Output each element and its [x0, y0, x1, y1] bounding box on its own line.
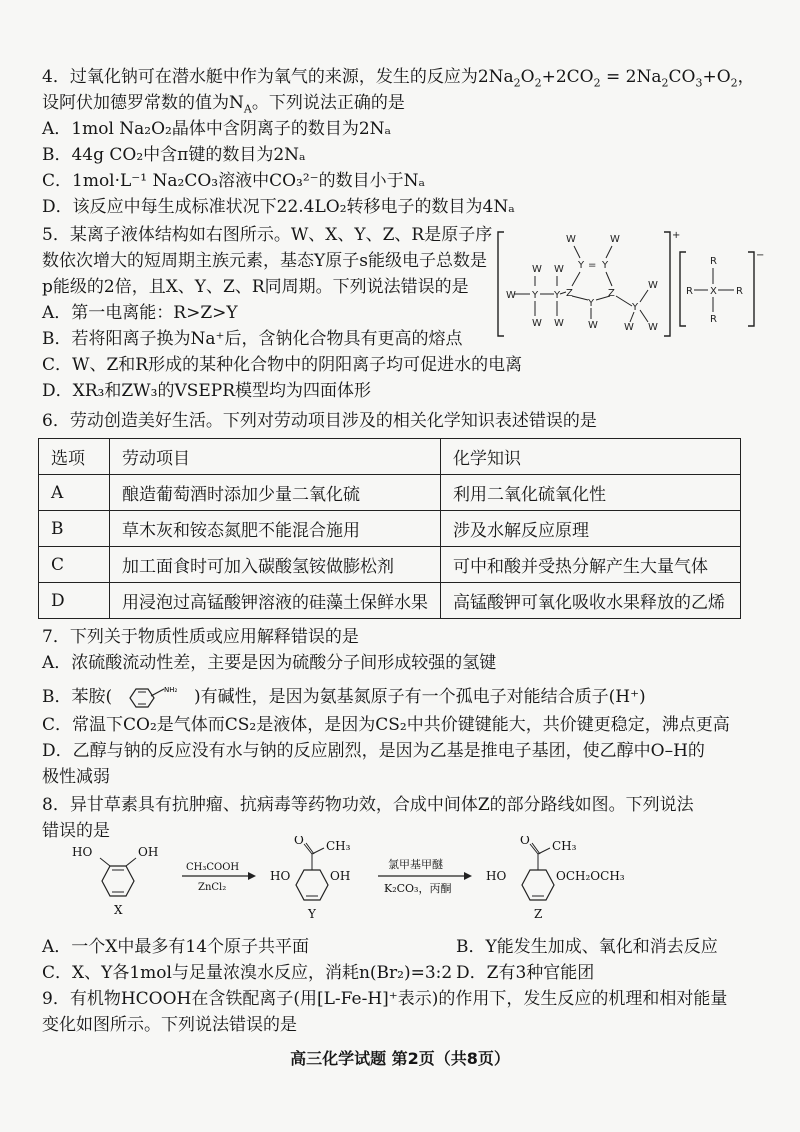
aniline-nh2-label: NH₂ [164, 686, 178, 694]
compound-z [486, 836, 625, 921]
q7-option-d-line1: D．乙醇与钠的反应没有水与钠的反应剧烈，是因为乙基是推电子基团，使乙醇中O–H的 [42, 741, 705, 761]
y-oh-label: OH [330, 869, 351, 883]
table-cell: 加工面食时可加入碳酸氢铵做膨松剂 [110, 547, 441, 583]
atom-y: Y [554, 290, 561, 301]
q8-option-b: B．Y能发生加成、氧化和消去反应 [456, 937, 718, 957]
q4-stem-text: 设阿伏加德罗常数的值为N [42, 93, 244, 113]
table-header-cell: 选项 [39, 439, 110, 475]
atom-w: W [566, 234, 576, 245]
atom-w: W [532, 264, 542, 275]
q5-stem-line3: p能级的2倍，且X、Y、Z、R同周期。下列说法错误的是 [42, 277, 469, 297]
q7-option-c: C．常温下CO₂是气体而CS₂是液体，是因为CS₂中共价键键能大，共价键更稳定，沸点更高 [42, 715, 730, 735]
atom-x: X [710, 286, 717, 297]
q7-option-b-post: )有碱性，是因为氨基氮原子有一个孤电子对能结合质子(H⁺) [194, 687, 646, 707]
q4-stem-text: 4．过氧化钠可在潜水艇中作为氧气的来源，发生的反应为2Na [42, 67, 514, 87]
q8-option-c: C．X、Y各1mol与足量浓溴水反应，消耗n(Br₂)=3:2 [42, 963, 453, 983]
compound-x [72, 845, 158, 917]
atom-r: R [736, 286, 743, 297]
q4-option-a: A．1mol Na₂O₂晶体中含阴离子的数目为2Nₐ [42, 119, 392, 139]
table-cell: D [39, 583, 110, 619]
cation-charge: + [672, 230, 681, 241]
table-cell: C [39, 547, 110, 583]
x-oh-label: OH [138, 845, 159, 859]
q6-stem: 6．劳动创造美好生活。下列对劳动项目涉及的相关化学知识表述错误的是 [42, 411, 597, 431]
table-header-row [39, 439, 741, 475]
atom-y: Y [578, 260, 585, 271]
y-compound-label: Y [308, 907, 316, 921]
q8-stem-line1: 8．异甘草素具有抗肿瘤、抗病毒等药物功效，合成中间体Z的部分路线如图。下列说法 [42, 795, 694, 815]
table-header-cell: 劳动项目 [110, 439, 441, 475]
atom-w: W [648, 280, 658, 291]
table-cell: A [39, 475, 110, 511]
z-ether-label: OCH₂OCH₃ [556, 869, 625, 883]
q4-stem-line2 [42, 92, 405, 114]
table-row [39, 583, 741, 619]
q9-stem-line1: 9．有机物HCOOH在含铁配离子(用[L-Fe-H]⁺表示)的作用下，发生反应的机理和相对能量 [42, 989, 728, 1009]
step2-reagent: 氯甲基甲醚 [388, 858, 443, 871]
q4-stem-text: 。下列说法正确的是 [251, 93, 405, 113]
atom-z: Z [566, 288, 573, 299]
atom-w: W [648, 322, 658, 333]
atom-w: W [532, 318, 542, 329]
q8-reaction-scheme [58, 836, 748, 936]
table-cell: 用浸泡过高锰酸钾溶液的硅藻土保鲜水果 [110, 583, 441, 619]
atom-y: Y [632, 302, 639, 313]
table-cell: 草木灰和铵态氮肥不能混合施用 [110, 511, 441, 547]
atom-y: Y [532, 290, 539, 301]
table-row [39, 475, 741, 511]
q4-option-d: D．该反应中每生成标准状况下22.4LO₂转移电子的数目为4Nₐ [42, 197, 515, 217]
aniline-structure-icon [122, 685, 192, 711]
q4-stem-sub: A [243, 102, 252, 116]
q4-stem-text: +O [702, 67, 731, 87]
x-ho-label: HO [72, 845, 93, 859]
y-ch3-label: CH₃ [326, 839, 351, 853]
q7-stem: 7．下列关于物质性质或应用解释错误的是 [42, 627, 359, 647]
atom-z: Z [608, 288, 615, 299]
double-bond-sign: = [588, 260, 597, 271]
q4-stem-text: +2CO [541, 67, 594, 87]
atom-w: W [610, 234, 620, 245]
q5-option-a: A．第一电离能：R>Z>Y [42, 303, 238, 323]
ionic-liquid-structure-figure [496, 226, 766, 344]
y-o-label: O [294, 836, 304, 847]
q7-option-d-line2: 极性减弱 [42, 767, 110, 787]
reaction-arrow-2 [378, 857, 472, 895]
table-row [39, 547, 741, 583]
table-cell: 利用二氧化硫氧化性 [441, 475, 741, 511]
q4-stem-line1: 4．过氧化钠可在潜水艇中作为氧气的来源，发生的反应为$2Na_2O_2+2CO_2 = 2Na_2CO_3+O_2$， [42, 67, 755, 90]
table-header-cell: 化学知识 [441, 439, 741, 475]
q5-stem-line1: 5．某离子液体结构如右图所示。W、X、Y、Z、R是原子序 [42, 225, 493, 245]
z-ch3-label: CH₃ [552, 839, 577, 853]
atom-w: W [506, 290, 516, 301]
atom-w: W [554, 264, 564, 275]
table-cell: 高锰酸钾可氧化吸收水果释放的乙烯 [441, 583, 741, 619]
table-cell: 可中和酸并受热分解产生大量气体 [441, 547, 741, 583]
q4-stem-text: = 2Na [600, 67, 662, 87]
page-footer: 高三化学试题 第2页（共8页） [290, 1049, 510, 1068]
reaction-arrow-1 [182, 862, 256, 893]
q8-option-d: D．Z有3种官能团 [456, 963, 595, 983]
atom-w: W [624, 322, 634, 333]
step1-reagent: CH₃COOH [186, 862, 240, 873]
atom-y: Y [588, 298, 595, 309]
step2-conditions: K₂CO₃，丙酮 [384, 882, 452, 895]
atom-w: W [588, 320, 598, 331]
table-cell: B [39, 511, 110, 547]
atom-r: R [686, 286, 693, 297]
q4-stem-text: ， [737, 67, 755, 87]
q4-stem-text: O [520, 67, 535, 87]
q9-stem-line2: 变化如图所示。下列说法错误的是 [42, 1015, 297, 1035]
q7-option-a: A．浓硫酸流动性差，主要是因为硫酸分子间形成较强的氢键 [42, 653, 497, 673]
q8-option-a: A．一个X中最多有14个原子共平面 [42, 937, 310, 957]
table-cell: 涉及水解反应原理 [441, 511, 741, 547]
table-row [39, 511, 741, 547]
atom-w: W [554, 318, 564, 329]
q5-option-c: C．W、Z和R形成的某种化合物中的阴阳离子均可促进水的电离 [42, 355, 523, 375]
q4-option-b: B．44g CO₂中含π键的数目为2Nₐ [42, 145, 306, 165]
z-compound-label: Z [534, 907, 543, 921]
q4-stem-text: CO [668, 67, 696, 87]
q5-stem-line2: 数依次增大的短周期主族元素，基态Y原子s能级电子总数是 [42, 251, 487, 271]
q7-option-b-pre: B．苯胺( [42, 687, 113, 707]
x-compound-label: X [114, 903, 123, 917]
q4-option-c: C．1mol·L⁻¹ Na₂CO₃溶液中CO₃²⁻的数目小于Nₐ [42, 171, 426, 191]
atom-r: R [710, 256, 717, 267]
q8-stem-line2: 错误的是 [42, 821, 110, 841]
compound-y [270, 836, 351, 921]
q5-option-d: D．XR₃和ZW₃的VSEPR模型均为四面体形 [42, 381, 372, 401]
z-o-label: O [520, 836, 530, 847]
z-ho-label: HO [486, 869, 507, 883]
y-ho-label: HO [270, 869, 291, 883]
atom-y: Y [602, 260, 609, 271]
anion-charge: − [756, 250, 765, 261]
q6-table [38, 438, 741, 619]
table-cell: 酿造葡萄酒时添加少量二氧化硫 [110, 475, 441, 511]
step1-catalyst: ZnCl₂ [198, 882, 227, 893]
atom-r: R [710, 314, 717, 325]
q5-option-b: B．若将阳离子换为Na⁺后，含钠化合物具有更高的熔点 [42, 329, 463, 349]
